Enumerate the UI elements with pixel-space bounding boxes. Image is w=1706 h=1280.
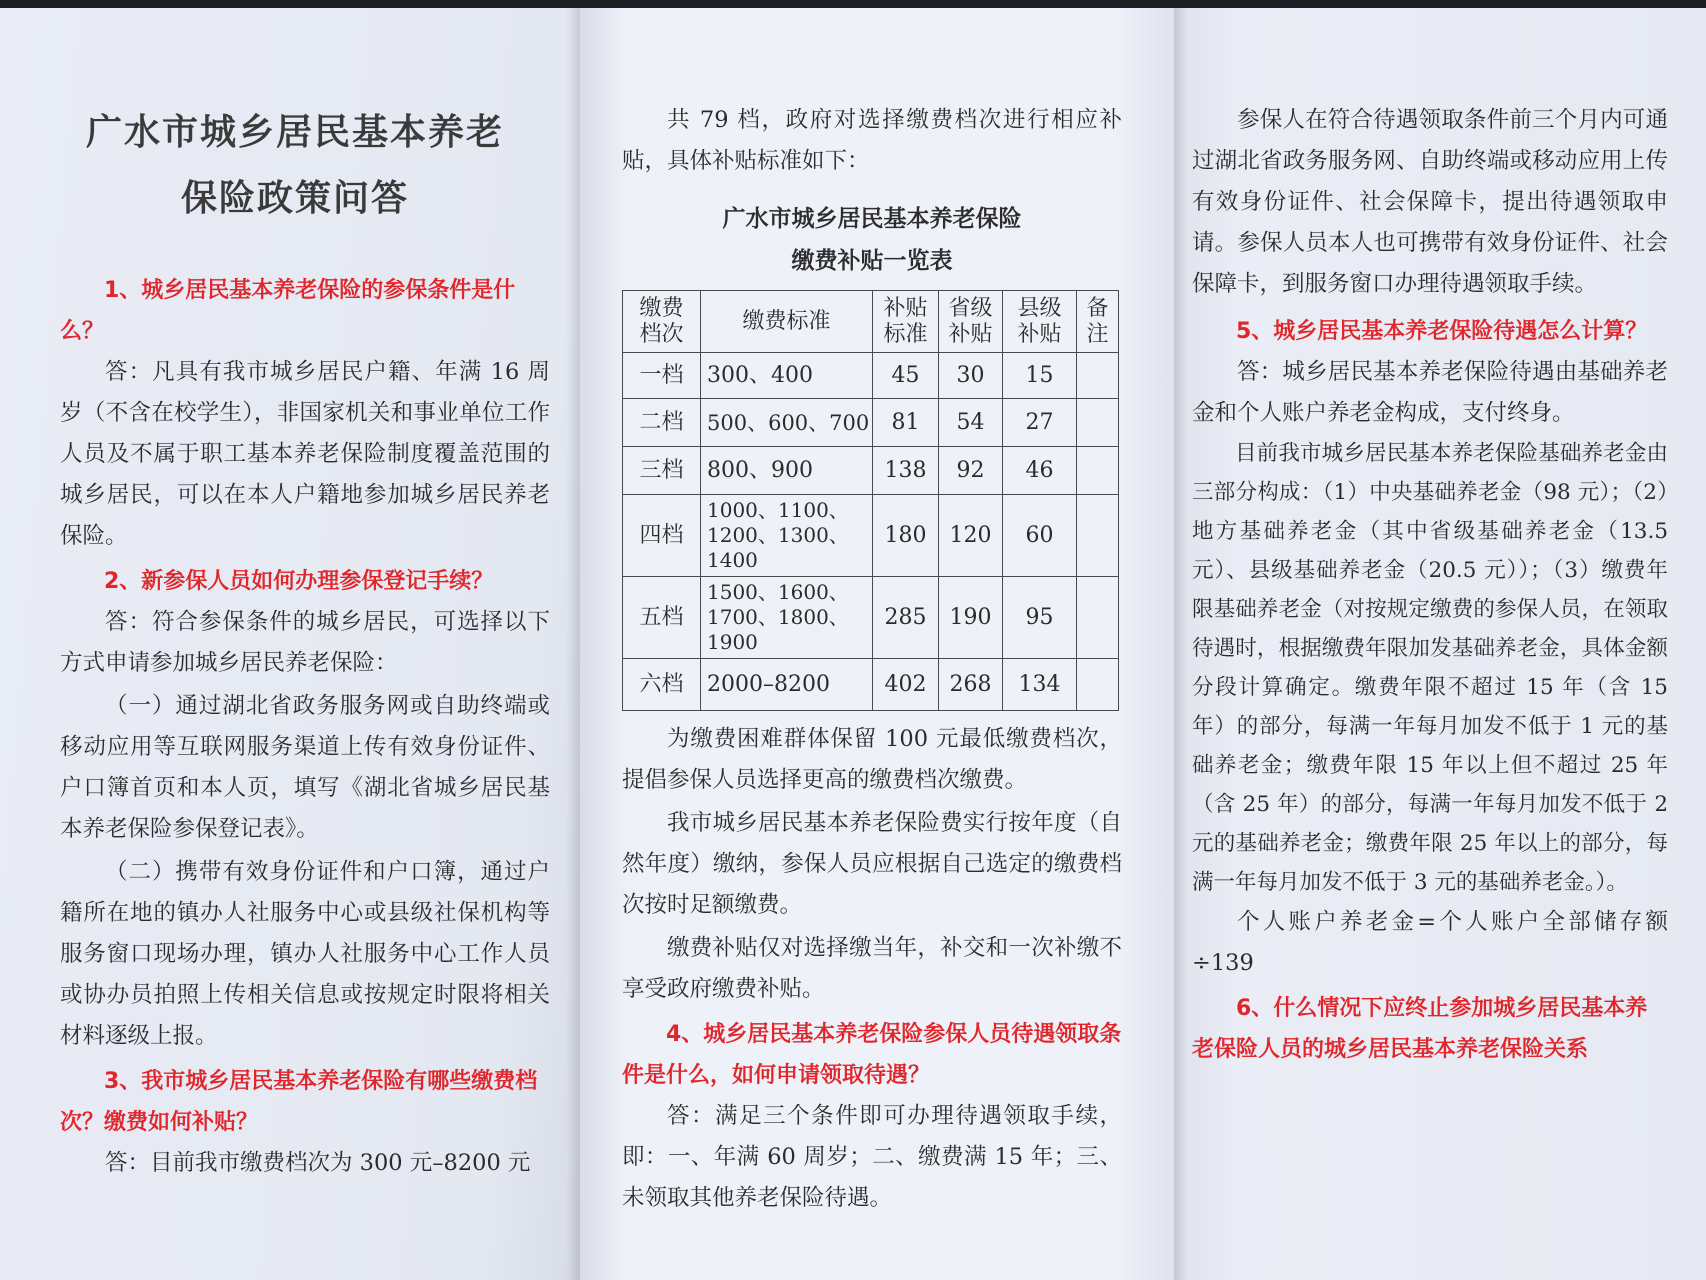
page-title-line1: 广水市城乡居民基本养老 [85, 112, 504, 153]
cell-note [1077, 659, 1119, 711]
cell-subsidy: 180 [873, 495, 939, 577]
question-6: 6、什么情况下应终止参加城乡居民基本养老保险人员的城乡居民基本养老保险关系 [1192, 996, 1648, 1062]
answer-3-start: 答：目前我市缴费档次为 300 元–8200 元 [105, 1150, 531, 1176]
paragraph-subsidy-scope: 缴费补贴仅对选择缴当年，补交和一次补缴不享受政府缴费补贴。 [622, 935, 1122, 1002]
cell-subsidy: 45 [873, 353, 939, 399]
cell-subsidy: 285 [873, 577, 939, 659]
answer-5-formula: 个人账户养老金=个人账户全部储存额÷139 [1192, 909, 1668, 976]
cell-standard: 1000、1100、1200、1300、1400 [701, 495, 873, 577]
question-4: 4、城乡居民基本养老保险参保人员待遇领取条件是什么，如何申请领取待遇？ [622, 1022, 1122, 1088]
cell-level: 四档 [623, 495, 701, 577]
table-row [623, 399, 1119, 447]
middle-content [622, 100, 1122, 1219]
cell-note [1077, 399, 1119, 447]
paragraph-annual-payment: 我市城乡居民基本养老保险费实行按年度（自然年度）缴纳，参保人员应根据自己选定的缴费档次按时足额缴费。 [622, 810, 1122, 918]
paragraph-apply-benefits: 参保人在符合待遇领取条件前三个月内可通过湖北省政务服务网、自助终端或移动应用上传有效身份证件、社会保障卡，提出待遇领取申请。参保人员本人也可携带有效身份证件、社会保障卡，到服务窗口办理待遇领取手续。 [1192, 107, 1668, 297]
cell-province: 30 [939, 353, 1003, 399]
answer-2-way-1: （一）通过湖北省政务服务网或自助终端或移动应用等互联网服务渠道上传有效身份证件、户口簿首页和本人页，填写《湖北省城乡居民基本养老保险参保登记表》。 [60, 693, 550, 842]
header-note: 备注 [1077, 291, 1119, 353]
question-2: 2、新参保人员如何办理参保登记手续？ [104, 569, 494, 594]
header-province: 省级补贴 [939, 291, 1003, 353]
cell-level: 三档 [623, 447, 701, 495]
cell-county: 95 [1003, 577, 1077, 659]
table-row [623, 577, 1119, 659]
cell-province: 120 [939, 495, 1003, 577]
question-5: 5、城乡居民基本养老保险待遇怎么计算？ [1236, 319, 1648, 344]
table-row [623, 495, 1119, 577]
answer-4: 答：满足三个条件即可办理待遇领取手续，即：一、年满 60 周岁；二、缴费满 15 年；三、未领取其他养老保险待遇。 [622, 1103, 1122, 1211]
brochure-panel-middle [580, 8, 1174, 1280]
cell-note [1077, 577, 1119, 659]
question-3: 3、我市城乡居民基本养老保险有哪些缴费档次？缴费如何补贴？ [60, 1069, 538, 1135]
cell-standard: 300、400 [701, 353, 873, 399]
cell-note [1077, 495, 1119, 577]
table-row [623, 353, 1119, 399]
answer-2: 答：符合参保条件的城乡居民，可选择以下方式申请参加城乡居民养老保险： [60, 609, 550, 676]
cell-county: 27 [1003, 399, 1077, 447]
cell-province: 268 [939, 659, 1003, 711]
question-1: 1、城乡居民基本养老保险的参保条件是什么？ [60, 278, 516, 344]
right-content [1192, 100, 1668, 1070]
cell-note [1077, 353, 1119, 399]
cell-level: 六档 [623, 659, 701, 711]
table-title-line1: 广水市城乡居民基本养老保险 [722, 206, 1022, 232]
page-title-line2: 保险政策问答 [180, 178, 409, 219]
left-content [60, 270, 550, 1184]
cell-county: 134 [1003, 659, 1077, 711]
table-row [623, 659, 1119, 711]
title-block [60, 100, 530, 232]
brochure-panel-left [0, 8, 580, 1280]
answer-1: 答：凡具有我市城乡居民户籍、年满 16 周岁（不含在校学生），非国家机关和事业单位工作人员及不属于职工基本养老保险制度覆盖范围的城乡居民，可以在本人户籍地参加城乡居民养老保险。 [60, 359, 550, 549]
header-level: 缴费档次 [623, 291, 701, 353]
header-standard: 缴费标准 [701, 291, 873, 353]
header-subsidy: 补贴标准 [873, 291, 939, 353]
cell-county: 60 [1003, 495, 1077, 577]
fee-subsidy-table [622, 290, 1119, 711]
table-title-line2: 缴费补贴一览表 [791, 248, 953, 274]
cell-province: 92 [939, 447, 1003, 495]
cell-note [1077, 447, 1119, 495]
answer-2-way-2: （二）携带有效身份证件和户口簿，通过户籍所在地的镇办人社服务中心或县级社保机构等服务窗口现场办理，镇办人社服务中心工作人员或协办员拍照上传相关信息或按规定时限将相关材料逐级上报。 [60, 859, 550, 1049]
cell-standard: 800、900 [701, 447, 873, 495]
cell-province: 54 [939, 399, 1003, 447]
answer-5: 答：城乡居民基本养老保险待遇由基础养老金和个人账户养老金构成，支付终身。 [1192, 359, 1668, 426]
cell-county: 46 [1003, 447, 1077, 495]
cell-level: 五档 [623, 577, 701, 659]
answer-3-continued: 共 79 档，政府对选择缴费档次进行相应补贴，具体补贴标准如下： [622, 107, 1122, 174]
answer-5-detail: 目前我市城乡居民基本养老保险基础养老金由三部分构成：（1）中央基础养老金（98 元）；（2）地方基础养老金（其中省级基础养老金（13.5 元）、县级基础养老金（20.5 元））；（3）缴费年限基础养老金（对按规定缴费的参保人员，在领取待遇时，根据缴费年限加发基础养老金，具体金额分段计算确定。缴费年限不超过 15 年（含 15 年）的部分，每满一年每月加发不低于 1 元的基础养老金；缴费年限 15 年以上但不超过 25 年（含 25 年）的部分，每满一年每月加发不低于 2 元的基础养老金；缴费年限 25 年以上的部分，每满一年每月加发不低于 3 元的基础养老金。）。 [1192, 441, 1668, 895]
cell-province: 190 [939, 577, 1003, 659]
header-county: 县级补贴 [1003, 291, 1077, 353]
cell-standard: 1500、1600、1700、1800、1900 [701, 577, 873, 659]
cell-subsidy: 138 [873, 447, 939, 495]
cell-county: 15 [1003, 353, 1077, 399]
cell-subsidy: 402 [873, 659, 939, 711]
cell-standard: 2000–8200 [701, 659, 873, 711]
cell-subsidy: 81 [873, 399, 939, 447]
cell-level: 一档 [623, 353, 701, 399]
table-row [623, 447, 1119, 495]
cell-level: 二档 [623, 399, 701, 447]
brochure-panel-right [1174, 8, 1706, 1280]
cell-standard: 500、600、700 [701, 399, 873, 447]
paragraph-reserve: 为缴费困难群体保留 100 元最低缴费档次，提倡参保人员选择更高的缴费档次缴费。 [622, 726, 1122, 793]
